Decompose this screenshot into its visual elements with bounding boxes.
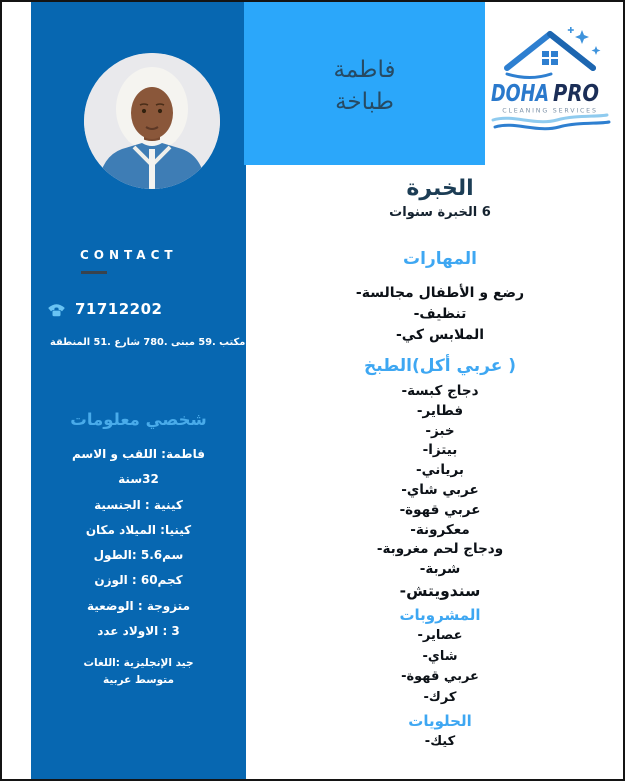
skill-item: -تنظيف (413, 306, 467, 322)
skills-list (280, 283, 600, 346)
logo-brand-doha: DOHA (491, 81, 549, 107)
experience-column (280, 176, 600, 753)
info-line-age: سنة‎32 (118, 472, 159, 487)
info-line-weight: الوزن‎ : 60‎كجم (94, 573, 183, 588)
skill-item: -كي‎ الملابس (395, 327, 485, 343)
language-line-english: اللغات:‎ الإنجليزية‎ جيد (83, 657, 194, 670)
contact-heading: CONTACT (80, 248, 178, 262)
experience-years: سنوات‎ الخبرة‎ 6 (389, 205, 491, 220)
phone-row (47, 300, 163, 318)
sweet-item: -كيك (424, 734, 456, 750)
dish-item: -قهوة‎ عربي (399, 501, 481, 518)
drinks-heading: المشروبات (399, 605, 481, 624)
info-line-height: الطول:‎ 5.6‎سم (93, 548, 184, 563)
personal-info-heading: معلومات‎ شخصي (70, 410, 207, 429)
contact-section (31, 248, 270, 378)
info-line-children: عدد‎ الاولاد‎ : 3 (97, 624, 180, 639)
dish-item: -شربة (419, 561, 461, 578)
drink-item: -عصاير (417, 627, 463, 643)
name-label: الاسم‎ و‎ اللقب‎ : (72, 447, 166, 461)
dish-item: -شاي‎ عربي (401, 481, 479, 498)
sidebar (31, 2, 270, 779)
skills-heading: المهارات (403, 249, 477, 269)
cooking-heading: الطبخ‎(أكل‎ عربي‎ ) (363, 356, 517, 376)
dohapro-logo (485, 24, 615, 139)
info-line-marital-status: الوضعية‎ : متزوجة (86, 598, 191, 613)
dish-item: -فطاير (416, 402, 464, 419)
info-line-name (31, 442, 246, 467)
name-banner (244, 2, 485, 165)
dish-item: -كبسة‎ دجاج (401, 383, 479, 399)
drink-item: -قهوة‎ عربي (401, 669, 479, 685)
profile-photo (84, 53, 220, 189)
address-text: المنطقة‎ 51. ‎شارع‎ 780. ‎مبنى‎ 59. ‎مكتب‎ 208 (50, 337, 270, 348)
dish-item: -معكرونة (410, 521, 470, 538)
drinks-list (280, 626, 600, 708)
phone-number: 71712202 (75, 300, 163, 318)
person-role: طباخة (335, 89, 394, 115)
logo-tagline: CLEANING SERVICES (502, 107, 598, 115)
house-roof-icon (507, 34, 593, 78)
phone-icon (47, 302, 66, 317)
personal-info-section (31, 410, 246, 689)
info-line-nationality: الجنسية‎ : كينية (94, 497, 183, 512)
dohapro-logo-graphic (485, 24, 615, 139)
dish-item: -برياني (416, 462, 464, 479)
sweets-heading: الحلويات (408, 712, 472, 731)
dishes-list (280, 382, 600, 602)
name-value: فاطمة (165, 447, 205, 461)
address-row (44, 334, 270, 351)
drink-item: -شاي (422, 648, 458, 664)
info-line-birthplace: مكان‎ الميلاد‎ :كينيا (85, 522, 192, 537)
logo-brand-pro: PRO (553, 81, 599, 107)
dish-item: -مغروبة‎ لحم‎ ودجاج (376, 541, 504, 558)
experience-title: الخبرة (406, 176, 474, 201)
person-name: فاطمة (333, 57, 396, 83)
dish-item: -سندويتش (399, 581, 481, 600)
dish-item: -بيتزا (422, 442, 458, 459)
wave-icon (493, 115, 609, 129)
language-line-arabic: عربية‎ متوسط (103, 674, 174, 687)
drink-item: -كرك (423, 689, 457, 705)
languages-block (31, 655, 246, 689)
dish-item: -خبز (425, 422, 455, 439)
avatar-illustration (84, 53, 220, 189)
personal-info-lines (31, 442, 246, 644)
contact-underline-divider (81, 271, 107, 274)
skill-item: -مجالسة‎ الأطفال‎ و‎ رضع (355, 285, 525, 301)
